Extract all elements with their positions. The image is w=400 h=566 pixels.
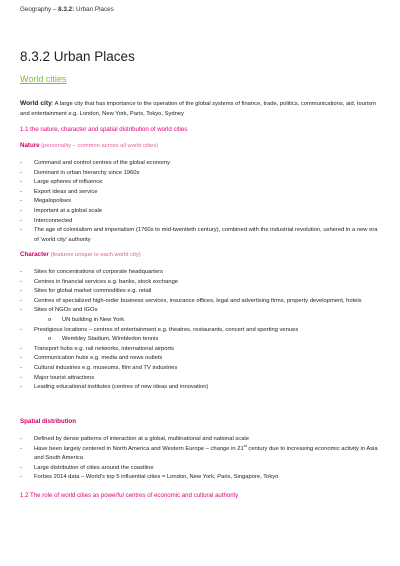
list-item bbox=[20, 207, 380, 217]
list-item-text: Transport hubs e.g. rail networks, international airports bbox=[34, 345, 174, 352]
list-item bbox=[20, 473, 380, 483]
character-list bbox=[20, 268, 380, 393]
dash-bullet: - bbox=[20, 345, 22, 352]
nature-note: (personality – common across all world cities) bbox=[39, 143, 159, 149]
page-title: 8.3.2 Urban Places bbox=[20, 49, 135, 64]
subsection-heading-1-2: 1.2 The role of world cities as powerful centres of economic and cultural authority bbox=[20, 492, 239, 499]
list-item-text: Sites of NGOs and IGOs bbox=[34, 307, 98, 314]
dash-bullet: - bbox=[20, 374, 22, 381]
list-item bbox=[20, 383, 380, 393]
list-item-text: Prestigious locations – centres of entertainment e.g. theatres, restaurants, concert and sporting venues bbox=[34, 326, 299, 333]
list-item-text: Command and control centres of the global economy bbox=[34, 160, 170, 166]
list-item-text: Interconnected bbox=[34, 217, 73, 224]
dash-bullet: - bbox=[20, 269, 22, 275]
list-item-text-cont: century due to increasing economic activity in Asia and South America bbox=[34, 445, 378, 462]
dash-bullet: - bbox=[20, 188, 22, 195]
dash-bullet: - bbox=[20, 198, 22, 205]
spatial-list bbox=[20, 435, 380, 483]
list-item bbox=[20, 442, 380, 464]
list-item-text: UN building in New York bbox=[62, 316, 125, 323]
header-suffix: Urban Places bbox=[74, 6, 114, 13]
list-item-text: Major tourist attractions bbox=[34, 374, 95, 381]
list-item-nested bbox=[20, 335, 380, 345]
list-item-text: Cultural industries e.g. museums, film and TV industries bbox=[34, 364, 178, 371]
dash-bullet: - bbox=[20, 307, 22, 314]
list-item bbox=[20, 188, 380, 198]
character-label: Character bbox=[20, 251, 49, 258]
dash-bullet: - bbox=[20, 436, 22, 442]
list-item bbox=[20, 278, 380, 288]
list-item bbox=[20, 435, 380, 445]
list-item bbox=[20, 287, 380, 297]
character-note: (features unique to each world city) bbox=[48, 252, 141, 258]
list-item bbox=[20, 464, 380, 474]
dash-bullet: - bbox=[20, 384, 22, 391]
list-item-text: Large distribution of cities around the coastline bbox=[34, 464, 154, 471]
list-item-text: Centres in financial services e.g. banks, stock exchange bbox=[34, 278, 179, 285]
circle-bullet: o bbox=[48, 316, 52, 323]
list-item-text: Forbes 2014 data – World's top 5 influential cities = London, New York, Paris, Singapore, Tokyo bbox=[34, 474, 279, 481]
list-item bbox=[20, 197, 380, 207]
definition-text: : A large city that has importance to the operation of the global systems of finance, trade, politics, communications, aid, tourism and entertainment e.g. London, New York, Paris, Tokyo, Sydney bbox=[20, 101, 376, 117]
list-item-text: Sites for global market commodities e.g. retail bbox=[34, 288, 152, 295]
nature-heading bbox=[20, 142, 158, 149]
nature-label: Nature bbox=[20, 142, 40, 149]
dash-bullet: - bbox=[20, 326, 22, 333]
list-item bbox=[20, 178, 380, 188]
section-heading-world-cities: World cities bbox=[20, 74, 67, 84]
dash-bullet: - bbox=[20, 160, 22, 166]
list-item bbox=[20, 169, 380, 179]
definition-term: World city bbox=[20, 100, 52, 107]
list-item bbox=[20, 306, 380, 316]
dash-bullet: - bbox=[20, 179, 22, 186]
header-code: 8.3.2: bbox=[58, 6, 75, 13]
dash-bullet: - bbox=[20, 464, 22, 471]
header-prefix: Geography – bbox=[20, 6, 59, 13]
list-item-text: Leading educational institutes (centres of new ideas and innovation) bbox=[34, 384, 209, 391]
list-item bbox=[20, 364, 380, 374]
circle-bullet: o bbox=[48, 336, 52, 343]
list-item-nested bbox=[20, 316, 380, 326]
dash-bullet: - bbox=[20, 474, 22, 481]
nature-list bbox=[20, 159, 380, 245]
list-item-text: Export ideas and service bbox=[34, 188, 98, 195]
dash-bullet: - bbox=[20, 445, 22, 452]
character-heading bbox=[20, 251, 141, 258]
dash-bullet: - bbox=[20, 288, 22, 295]
list-item bbox=[20, 345, 380, 355]
spatial-distribution-heading: Spatial distribution bbox=[20, 418, 77, 425]
list-item-text: Centres of specialized high-order business services, insurance offices, legal and advertising firms, property development, hotels bbox=[34, 297, 362, 304]
dash-bullet: - bbox=[20, 364, 22, 371]
dash-bullet: - bbox=[20, 217, 22, 224]
list-item-text: Large spheres of influence bbox=[34, 179, 103, 186]
list-item-text: Communication hubs e.g. media and news outlets bbox=[34, 355, 163, 362]
list-item-text: Important at a global scale bbox=[34, 207, 102, 214]
list-item-text: Wembley Stadium, Wimbledon tennis bbox=[62, 336, 159, 343]
dash-bullet: - bbox=[20, 207, 22, 214]
list-item bbox=[20, 326, 380, 336]
list-item bbox=[20, 297, 380, 307]
list-item-text: Defined by dense patterns of interaction at a global, multinational and national scale bbox=[34, 436, 249, 442]
dash-bullet: - bbox=[20, 169, 22, 176]
list-item-text: Sites for concentrations of corporate headquarters bbox=[34, 269, 163, 275]
dash-bullet: - bbox=[20, 297, 22, 304]
list-item-text: The age of colonialism and imperialism (1760s to mid-twentieth century), combined with the industrial revolution, ushered in a new era of 'world city' authority bbox=[34, 227, 378, 243]
dash-bullet: - bbox=[20, 355, 22, 362]
list-item bbox=[20, 159, 380, 169]
list-item bbox=[20, 226, 380, 245]
superscript-st: st bbox=[243, 442, 247, 448]
list-item bbox=[20, 374, 380, 384]
dash-bullet: - bbox=[20, 278, 22, 285]
list-item-text: Have been largely centered in North America and Western Europe – change in 21 bbox=[34, 445, 244, 452]
list-item bbox=[20, 268, 380, 278]
list-item bbox=[20, 217, 380, 227]
dash-bullet: - bbox=[20, 227, 22, 234]
list-item-text: Dominant in urban hierarchy since 1960s bbox=[34, 169, 140, 176]
world-city-definition bbox=[20, 99, 382, 119]
list-item bbox=[20, 354, 380, 364]
subsection-heading-1-1: 1.1 the nature, character and spatial distribution of world cities bbox=[20, 126, 188, 133]
list-item-text: Megalopolises bbox=[34, 198, 72, 205]
running-header bbox=[20, 6, 114, 13]
